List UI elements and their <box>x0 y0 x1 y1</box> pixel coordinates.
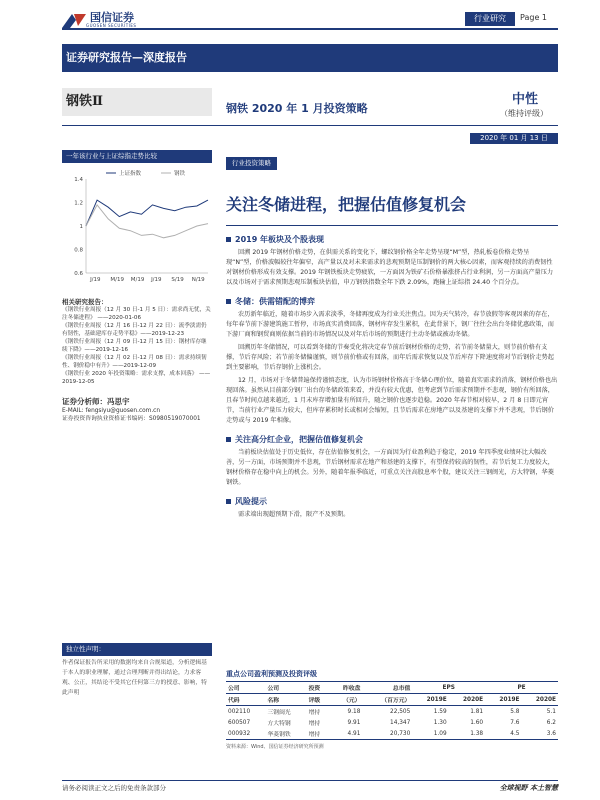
x-tick-label: J/19 <box>90 277 101 283</box>
independence-statement <box>62 643 212 698</box>
paragraph: 当前板块估值处于历史低位，存在估值修复机会，一方面因为行业盈利趋于稳定，2019 年四季度业绩环比大幅改善，另一方面，市场预期并不悲观，节后钢材需求在地产和基建的支撑下，有望保持较高的韧性，若节后复工力度较大，钢材价格存在稳中向上的机会。另外，随着年报季临近，可重点关注高股息率个股，建议关注三钢闽光，方大特钢，华菱钢铁。 <box>226 449 554 486</box>
table-cell: 000932 <box>226 728 265 740</box>
table-header: PE <box>485 682 558 694</box>
report-title: 钢铁 2020 年 1 月投资策略 <box>226 102 368 115</box>
table-cell: 3.6 <box>522 728 558 740</box>
disclaimer-body: 作者保证报告所采用的数据均来自合规渠道，分析逻辑基于本人的职业理解，通过合理判断并得出结论，力求客观、公正，其结论不受其它任何第三方的授意、影响，特此声明 <box>62 660 207 696</box>
rating-sub: （维持评级） <box>500 109 548 118</box>
rating: 中性 <box>512 92 539 107</box>
table-cell: 14,347 <box>390 719 411 726</box>
brand-name: 国信证券 <box>90 11 134 24</box>
y-tick-label: 0.6 <box>74 271 83 277</box>
table-cell: 4.91 <box>330 728 362 740</box>
table-cell: 1.81 <box>470 708 484 715</box>
table-cell: 7.6 <box>510 719 520 726</box>
table-source: 资料来源：Wind、国信证券经济研究所预测 <box>226 744 324 750</box>
page-number: Page 1 <box>520 13 547 22</box>
table-cell: 华菱钢铁 <box>265 728 306 740</box>
table-header: 代码 <box>226 694 265 706</box>
footer-disclaimer: 请务必阅读正文之后的免责条款部分 <box>62 784 166 792</box>
table-header: 投资 <box>307 682 331 694</box>
table-header: 评级 <box>307 694 331 706</box>
table-cell: 1.60 <box>470 719 484 726</box>
table-cell: 增持 <box>307 728 331 740</box>
analyst-email[interactable]: E-MAIL: fengsiyu@guosen.com.cn <box>62 408 161 414</box>
table-row <box>226 728 558 740</box>
section-risk <box>226 496 558 520</box>
table-header: 总市值 <box>362 682 412 694</box>
table-cell: 1.38 <box>449 728 485 740</box>
headline-divider <box>226 225 558 226</box>
table-header: 公司 <box>265 682 306 694</box>
analyst-license: 证券投资咨询执业资格证书编码：S0980519070001 <box>62 416 201 422</box>
bullet-icon <box>226 237 231 242</box>
y-tick-label: 0.8 <box>74 247 83 254</box>
forecast-table <box>226 681 558 740</box>
brand-logo <box>62 12 136 28</box>
analyst-name: 证券分析师：冯思宇 <box>62 397 130 406</box>
x-tick-label: M/19 <box>110 277 125 283</box>
table-header: （百万元） <box>362 694 412 706</box>
table-cell: 22,505 <box>390 708 411 715</box>
table-cell: 4.5 <box>485 728 521 740</box>
forecast-table-block <box>226 669 558 750</box>
table-cell: 1.09 <box>412 728 448 740</box>
section-2019-performance <box>226 234 558 288</box>
legend-label: 上证指数 <box>119 171 142 177</box>
table-cell: 002110 <box>228 708 251 715</box>
table-cell: 增持 <box>308 721 321 727</box>
paragraph: 12 月，市场对于冬储普遍保持谨慎态度，认为市场钢材价格高于冬储心理价位，随着真实需求的消落，钢材价格也出现回落。虽然从目前部分钢厂出台的冬储政策来看，并没有较大优惠，但考虑到节后需求预期并不悲观，钢价有所回落，且春节时间点越来越近，1 月末库存增加量有所回升，随之钢价也逐步趋稳。2020 年春节相对较早，2 月 8 日即元宵节，当前行业产量压力较大，但库存累积时长或相对会缩短，且节后需求在房地产以及基建的支撑下并不悲观，节后钢价走势或与 2019 年相像。 <box>226 377 558 424</box>
section-title: 2019 年板块及个股表现 <box>235 235 325 244</box>
paragraph: 回溯 2019 年钢材价格走势，在供需关系的变化下，螺纹钢价格全年走势呈现“M”型，热轧板卷价格走势呈现“N”型，价格波幅较往年偏窄，高产量以及对未来需求的悲观预期是压制钢价的两大核心因素，而客观持续的消费韧性对钢材价格形成有效支撑。2019 年钢铁板块走势疲软，一方面因为铁矿石价格暴涨挤占行业利润，另一方面高产量压力以及市场对于需求预期悲观压制板块估值，申万钢铁指数全年下跌 2.09%，跑输上证综指 24.40 个百分点。 <box>226 249 554 286</box>
chart-heading: 一年该行业与上证综指走势比较 <box>62 150 212 163</box>
related-report[interactable]: 《钢铁行业 2020 年投资策略：需求支撑，成本回落》 ——2019-12-05 <box>62 371 211 385</box>
x-tick-label: J/19 <box>151 277 162 283</box>
table-title: 重点公司盈利预测及投资评级 <box>226 670 317 678</box>
table-header: （元） <box>330 694 362 706</box>
brand-name-en: GUOSEN SECURITIES <box>86 23 137 28</box>
related-reports-list <box>62 307 212 386</box>
related-reports-title: 相关研究报告： <box>62 298 108 306</box>
disclaimer-heading: 独立性声明： <box>62 643 212 656</box>
table-cell: 增持 <box>308 710 321 716</box>
paragraph: 农历新年临近，随着市场步入需求淡季，冬储再度成为行业关注焦点。因为天气转冷，春节放假等客观因素的存在，每年春节前下游建筑施工暂停，市场真实消费回落，钢材库存发生累积，在此背景下，钢厂往往会出台冬储优惠政策，而下游厂商和钢贸商则依据当前的市场情况以及对年后市场的预期进行主动冬储或被动冬储。 <box>226 311 554 338</box>
y-tick-label: 1.4 <box>74 177 83 183</box>
section-valuation <box>226 434 558 488</box>
legend-label: 钢铁 <box>174 171 186 177</box>
x-tick-label: S/19 <box>171 277 184 283</box>
related-report[interactable]: 《钢铁行业周报（12 月 09 日-12 月 15 日）：钢材库存继续下降》——2019-12-16 <box>62 339 207 353</box>
bullet-icon <box>226 299 231 304</box>
section-winter-storage <box>226 296 558 426</box>
table-cell: 5.8 <box>510 708 520 715</box>
section-title: 风险提示 <box>235 497 267 506</box>
paragraph: 需求端出现超预期下滑，限产不及预期。 <box>238 511 350 518</box>
table-cell: 1.59 <box>433 708 447 715</box>
headline: 关注冬储进程，把握估值修复机会 <box>226 195 467 214</box>
table-cell: 9.91 <box>347 719 361 726</box>
content-tag: 行业投资策略 <box>226 157 277 170</box>
paragraph: 回溯历年冬储情况，可以看到冬储的节奏受化将决定春节前后钢材价格的走势，若节前冬储量大，则节前价格有支撑，节后存风险；若节前冬储偏谨慎，则节前价格或有回落，而年后需求恢复以及节后库存下降速度将对节后钢价走势起到主要影响，节后存钢价上涨机会。 <box>226 344 554 371</box>
table-cell: 600507 <box>228 719 251 726</box>
table-header: 2020E <box>522 694 558 706</box>
report-type-band: 证券研究报告—深度报告 <box>62 44 558 72</box>
table-cell: 6.2 <box>546 719 556 726</box>
left-column <box>62 150 212 423</box>
related-report[interactable]: 《钢铁行业周报（12 月 30 日-1 月 5 日）：需求尚无忧，关注冬储进程》 ——2020-01-06 <box>62 307 211 321</box>
x-tick-label: N/19 <box>191 277 205 283</box>
series-line-0 <box>86 200 208 226</box>
section-title: 关注高分红企业，把握估值修复机会 <box>235 435 363 444</box>
table-header: 2019E <box>485 694 521 706</box>
footer-slogan: 全球视野 本土智慧 <box>499 784 558 792</box>
table-cell: 20,730 <box>362 728 412 740</box>
report-date: 2020 年 01 月 13 日 <box>470 133 558 144</box>
section-title: 冬储：供需错配的博弈 <box>235 297 315 306</box>
table-header: 2019E <box>412 694 448 706</box>
title-divider <box>62 125 558 126</box>
main-content <box>226 150 558 520</box>
bullet-icon <box>226 437 231 442</box>
related-report[interactable]: 《钢铁行业周报（12 月 16 日-12 月 22 日）：流季淡需仍有韧性，基础建库存走势平稳》——2019-12-23 <box>62 323 207 337</box>
table-cell: 1.30 <box>433 719 447 726</box>
bullet-icon <box>226 499 231 504</box>
footer-divider <box>62 780 558 781</box>
x-tick-label: M/19 <box>130 277 145 283</box>
table-row <box>226 717 558 728</box>
y-tick-label: 1 <box>79 224 83 230</box>
trend-chart <box>62 163 212 293</box>
table-row <box>226 706 558 718</box>
table-header: 公司 <box>226 682 265 694</box>
table-header: 昨收盘 <box>330 682 362 694</box>
y-tick-label: 1.2 <box>74 200 83 207</box>
table-cell: 9.18 <box>347 708 361 715</box>
sector-label: 钢铁Ⅱ <box>62 88 212 116</box>
logo-icon <box>62 12 86 28</box>
table-header: 2020E <box>449 694 485 706</box>
table-header: EPS <box>412 682 485 694</box>
header-tag: 行业研究 <box>465 12 515 26</box>
table-cell: 三钢闽光 <box>267 710 291 716</box>
table-header: 名称 <box>265 694 306 706</box>
table-cell: 方大特钢 <box>267 721 291 727</box>
related-report[interactable]: 《钢铁行业周报（12 月 02 日-12 月 08 日）：需求持续韧性、钢价稳中有升》——2019-12-09 <box>62 355 207 369</box>
table-cell: 5.1 <box>546 708 556 715</box>
trend-chart-svg <box>62 163 212 293</box>
header-divider <box>62 28 558 30</box>
